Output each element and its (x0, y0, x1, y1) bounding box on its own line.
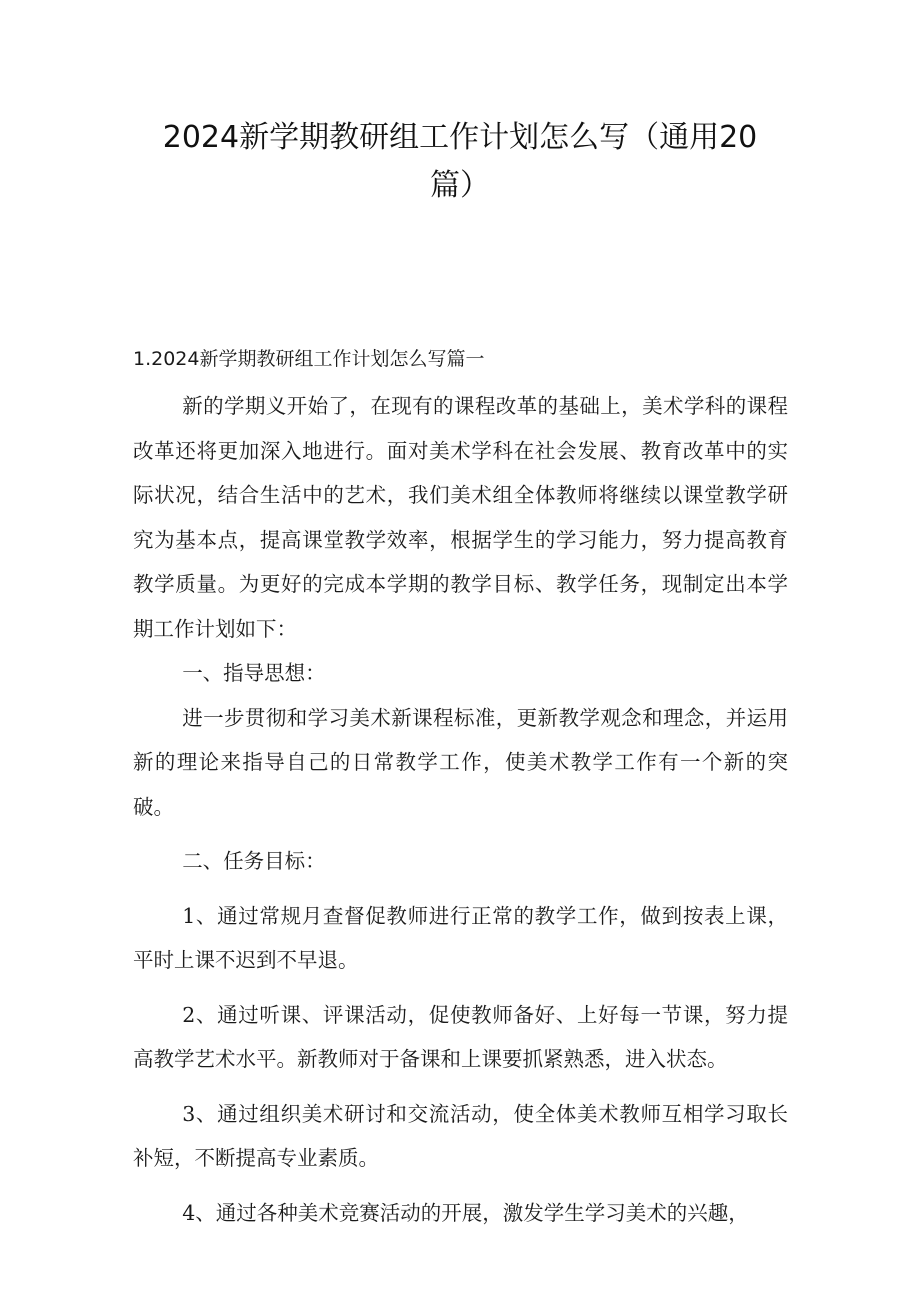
list-item: 1、通过常规月查督促教师进行正常的教学工作，做到按表上课，平时上课不迟到不早退。 (133, 903, 788, 972)
paragraph-intro: 新的学期义开始了，在现有的课程改革的基础上，美术学科的课程改革还将更加深入地进行。面对美术学科在社会发展、教育改革中的实际状况，结合生活中的艺术，我们美术组全体教师将继续以课堂教学研究为基本点，提高课堂教学效率，根据学生的学习能力，努力提高教育教学质量。为更好的完成本学期的教学目标、教学任务，现制定出本学期工作计划如下： (133, 394, 788, 641)
section-heading: 1.2024新学期教研组工作计划怎么写篇一 (133, 348, 485, 370)
document-body (133, 384, 788, 1235)
document-title: 2024新学期教研组工作计划怎么写（通用20篇） (162, 120, 758, 203)
subheading-guiding-ideology: 一、指导思想： (182, 661, 326, 685)
list-item: 2、通过听课、评课活动，促使教师备好、上好每一节课，努力提高教学艺术水平。新教师对于备课和上课要抓紧熟悉，进入状态。 (133, 1002, 788, 1071)
subheading-task-goals: 二、任务目标： (182, 849, 326, 873)
paragraph-guiding-ideology: 进一步贯彻和学习美术新课程标准，更新教学观念和理念，并运用新的理论来指导自己的日常教学工作，使美术教学工作有一个新的突破。 (133, 705, 788, 819)
list-item: 4、通过各种美术竞赛活动的开展，激发学生学习美术的兴趣， (182, 1200, 749, 1225)
list-item: 3、通过组织美术研讨和交流活动，使全体美术教师互相学习取长补短，不断提高专业素质。 (133, 1101, 788, 1170)
